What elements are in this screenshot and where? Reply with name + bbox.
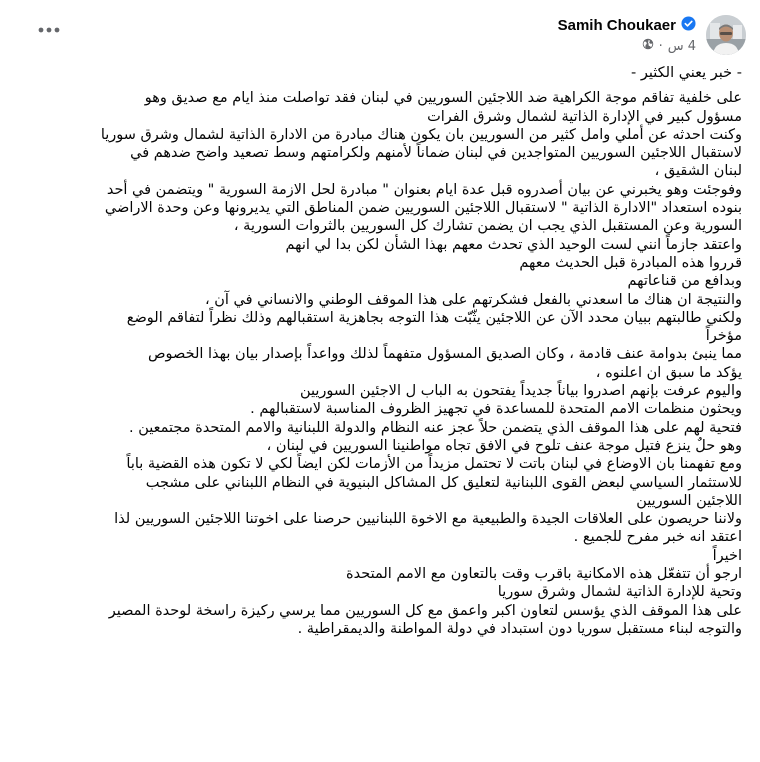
post-text-line: اخيراً bbox=[712, 547, 742, 564]
more-options-icon bbox=[38, 27, 60, 33]
post-text-line: واليوم عرفت بإنهم اصدروا بياناً جديداً يفتحون به الباب ل الاجئين السوريين bbox=[299, 383, 742, 400]
post-text-line: اعتقد انه خبر مفرح للجميع . bbox=[573, 529, 742, 546]
post-text-line: مما ينبئ بدوامة عنف قادمة ، وكان الصديق المسؤول متفهماً لذلك وواعداً بإصدار بيان بهذا الخصوص bbox=[148, 346, 742, 363]
verified-badge-icon bbox=[681, 16, 696, 35]
post-header bbox=[20, 10, 746, 60]
post-text-line: السورية وعن المستقبل الذي يجب ان يضمن تشارك كل السوريين بالثروات السورية ، bbox=[233, 218, 742, 235]
post-text-line: يؤكد ما سبق ان اعلنوه ، bbox=[595, 364, 742, 381]
post-text-line: ويحثون منظمات الامم المتحدة للمساعدة في تجهيز الظروف المناسبة لاستقبالهم . bbox=[250, 401, 742, 418]
post-text-line: فتحية لهم على هذا الموقف الذي يتضمن حلاً عجز عنه النظام والدولة اللبنانية والامم المتحدة مجتمعين . bbox=[128, 419, 742, 436]
post-text-line: ومع تفهمنا بان الاوضاع في لبنان باتت لا تحتمل مزيداً من الأزمات لكن ايضاً لكي لا تكون هذه القضية باباً bbox=[126, 456, 742, 473]
post-text-line: على خلفية تفاقم موجة الكراهية ضد اللاجئين السوريين في لبنان فقد تواصلت منذ ايام مع صديق وهو bbox=[144, 90, 742, 107]
avatar-photo bbox=[706, 15, 746, 55]
post-text-line: ولاننا حريصون على العلاقات الجيدة والطبيعية مع الاخوة اللبنانيين حرصنا على اخوتنا اللاجئين السوريين لذا bbox=[114, 511, 742, 528]
post-text-line: لبنان الشقيق ، bbox=[654, 163, 742, 180]
post-text-line: ولكني طالبتهم ببيان محدد الآن عن اللاجئين يثّبّت هذا التوجه بجاهزية استقبالهم وذلك نظراً لتفاقم الوضع bbox=[126, 309, 742, 326]
post-text-line: بنوده استعداد "الادارة الذاتية " لاستقبال اللاجئين السوريين ضمن المناطق التي يديرونها وعن وحدة الاراضي bbox=[104, 200, 742, 217]
more-options-button[interactable] bbox=[34, 18, 64, 42]
separator-dot: · bbox=[658, 38, 663, 54]
post-text-line: ارجو أن تتفعّل هذه الامكانية باقرب وقت بالتعاون مع الامم المتحدة bbox=[346, 566, 742, 583]
post-timestamp[interactable]: 4 س bbox=[667, 38, 696, 54]
post-text-line: وبدافع من قناعاتهم bbox=[627, 273, 742, 290]
author-meta bbox=[558, 16, 696, 54]
avatar[interactable] bbox=[706, 15, 746, 55]
post-text-line: اللاجئين السوريين bbox=[636, 492, 742, 509]
post-text-line: والتوجه لبناء مستقبل سوريا دون استبداد في دولة المواطنة والديمقراطية . bbox=[297, 620, 742, 637]
post-text-line: - خبر يعني الكثير - bbox=[631, 65, 742, 81]
post-text-line: وهو حلٌ ينزع فتيل موجة عنف تلوح في الافق تجاه مواطنينا السوريين في لبنان ، bbox=[266, 437, 742, 454]
author-name[interactable]: Samih Choukaer bbox=[557, 17, 676, 34]
post-text-line: قرروا هذه المبادرة قبل الحديث معهم bbox=[519, 254, 742, 271]
post-text-line: مؤخراً bbox=[705, 328, 742, 345]
author-block bbox=[558, 10, 746, 60]
name-row bbox=[558, 16, 696, 35]
post-text-line: على هذا الموقف الذي يؤسس لتعاون اكبر واعمق مع كل السوريين مما يرسي ركيزة راسخة لوحدة المصير bbox=[108, 602, 742, 619]
post-text-line: لاستقبال اللاجئين السوريين المتواجدين في لبنان ضماناً لأمنهم ولكرامتهم وسط تصعيد واضح ضدهم في bbox=[130, 145, 742, 162]
post-text-line: والنتيجة ان هناك ما اسعدني بالفعل فشكرتهم على هذا الموقف الوطني والانساني في آن ، bbox=[204, 291, 742, 308]
post-text-line: مسؤول كبير في الإدارة الذاتية لشمال وشرق الفرات bbox=[427, 108, 742, 125]
post-time-row bbox=[642, 38, 696, 54]
post-text-line: واعتقد جازماً انني لست الوحيد الذي تحدث معهم بهذا الشأن لكن بدا لي انهم bbox=[285, 236, 742, 253]
post-text-line: وفوجئت وهو يخبرني عن بيان أصدروه قبل عدة ايام بعنوان " مبادرة لحل الازمة السورية " ويتضمن في أحد bbox=[106, 181, 742, 198]
post-body-text bbox=[26, 64, 742, 638]
post-text-line: وتحية للإدارة الذاتية لشمال وشرق سوريا bbox=[497, 584, 742, 601]
audience-globe-icon[interactable] bbox=[642, 38, 654, 54]
post-text-line: وكنت احدثه عن أملي وامل كثير من السوريين بان يكون هناك مبادرة من الادارة الذاتية لشمال وشرق سوريا bbox=[100, 126, 742, 143]
post-text-line: للاستثمار السياسي لبعض القوى اللبنانية لتعليق كل المشاكل البنيوية في النظام اللبناني على مشجب bbox=[145, 474, 742, 491]
